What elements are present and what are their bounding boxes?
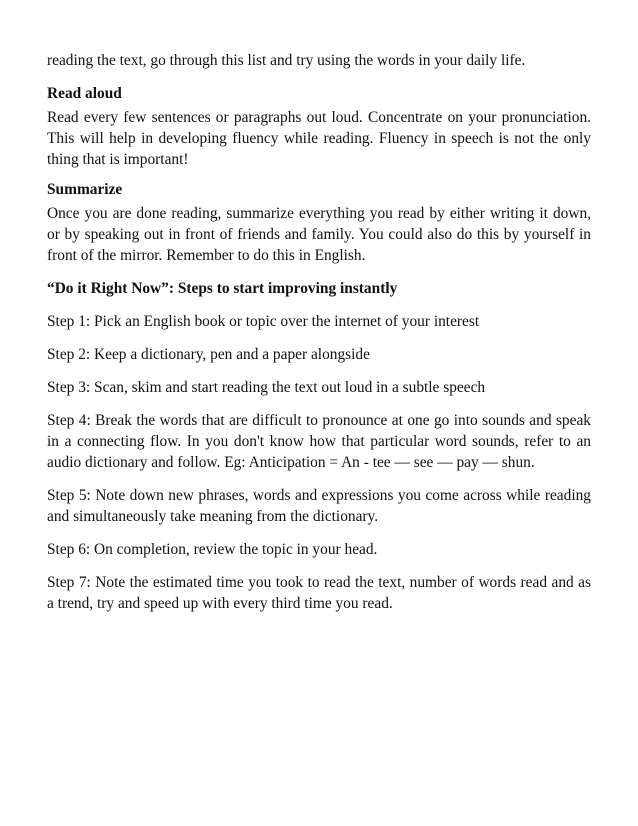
- step-6: Step 6: On completion, review the topic in your head.: [47, 541, 378, 558]
- summarize-body: Once you are done reading, summarize everything you read by either writing it down, or by speaking out in front of friends and family. You could also do this by yourself in front of the mirror. Remember to do this in English.: [47, 205, 591, 264]
- read-aloud-heading: Read aloud: [47, 85, 122, 102]
- do-it-now-heading: “Do it Right Now”: Steps to start improving instantly: [47, 280, 398, 297]
- step-3: Step 3: Scan, skim and start reading the text out loud in a subtle speech: [47, 379, 486, 396]
- document-page: [47, 50, 591, 626]
- summarize-heading: Summarize: [47, 181, 123, 198]
- step-1: Step 1: Pick an English book or topic over the internet of your interest: [47, 313, 480, 330]
- read-aloud-body: Read every few sentences or paragraphs out loud. Concentrate on your pronunciation. This will help in developing fluency while reading. Fluency in speech is not the only thing that is important!: [47, 109, 591, 168]
- step-7: Step 7: Note the estimated time you took to read the text, number of words read and as a trend, try and speed up with every third time you read.: [47, 574, 591, 612]
- step-4: Step 4: Break the words that are difficult to pronounce at one go into sounds and speak in a connecting flow. In you don't know how that particular word sounds, refer to an audio dictionary and follow. Eg: Anticipation = An - tee — see — pay — shun.: [47, 412, 591, 471]
- step-5: Step 5: Note down new phrases, words and expressions you come across while reading and simultaneously take meaning from the dictionary.: [47, 487, 591, 525]
- step-2: Step 2: Keep a dictionary, pen and a paper alongside: [47, 346, 370, 363]
- intro-line: reading the text, go through this list and try using the words in your daily life.: [47, 52, 526, 69]
